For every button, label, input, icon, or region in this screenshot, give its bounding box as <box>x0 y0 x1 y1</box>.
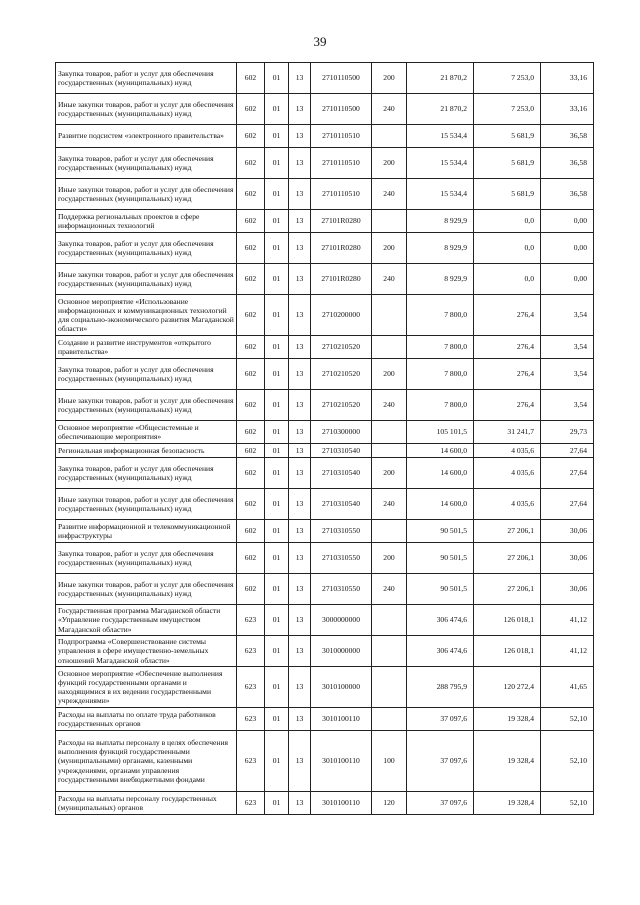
plan-amount-cell: 306 474,6 <box>407 636 474 667</box>
section-code-cell: 01 <box>265 731 289 792</box>
plan-amount-cell: 14 600,0 <box>407 444 474 458</box>
actual-amount-cell: 19 328,4 <box>474 792 541 815</box>
expense-type-code-cell <box>372 421 407 444</box>
execution-percent-cell: 3,54 <box>541 390 594 421</box>
admin-code-cell: 623 <box>237 731 265 792</box>
actual-amount-cell: 27 206,1 <box>474 574 541 605</box>
target-article-code-cell: 2710210520 <box>311 336 372 359</box>
execution-percent-cell: 52,10 <box>541 731 594 792</box>
execution-percent-cell: 27,64 <box>541 489 594 520</box>
section-code-cell: 01 <box>265 336 289 359</box>
expense-type-code-cell <box>372 295 407 336</box>
section-code-cell: 01 <box>265 63 289 94</box>
target-article-code-cell: 2710110500 <box>311 94 372 125</box>
table-row <box>56 792 594 815</box>
budget-table <box>55 62 594 815</box>
expense-name-cell: Иные закупки товаров, работ и услуг для обеспечения государственных (муниципальных) нужд <box>56 94 237 125</box>
subsection-code-cell: 13 <box>289 94 311 125</box>
admin-code-cell: 623 <box>237 636 265 667</box>
subsection-code-cell: 13 <box>289 636 311 667</box>
actual-amount-cell: 5 681,9 <box>474 125 541 148</box>
section-code-cell: 01 <box>265 605 289 636</box>
section-code-cell: 01 <box>265 520 289 543</box>
admin-code-cell: 602 <box>237 264 265 295</box>
expense-type-code-cell: 240 <box>372 574 407 605</box>
admin-code-cell: 602 <box>237 179 265 210</box>
plan-amount-cell: 90 501,5 <box>407 574 474 605</box>
expense-type-code-cell: 240 <box>372 264 407 295</box>
actual-amount-cell: 126 018,1 <box>474 636 541 667</box>
section-code-cell: 01 <box>265 125 289 148</box>
admin-code-cell: 623 <box>237 605 265 636</box>
section-code-cell: 01 <box>265 636 289 667</box>
actual-amount-cell: 0,0 <box>474 264 541 295</box>
subsection-code-cell: 13 <box>289 444 311 458</box>
actual-amount-cell: 4 035,6 <box>474 458 541 489</box>
plan-amount-cell: 288 795,9 <box>407 667 474 708</box>
table-row <box>56 94 594 125</box>
expense-name-cell: Иные закупки товаров, работ и услуг для обеспечения государственных (муниципальных) нужд <box>56 390 237 421</box>
plan-amount-cell: 15 534,4 <box>407 148 474 179</box>
subsection-code-cell: 13 <box>289 148 311 179</box>
plan-amount-cell: 15 534,4 <box>407 179 474 210</box>
execution-percent-cell: 0,00 <box>541 210 594 233</box>
execution-percent-cell: 36,58 <box>541 148 594 179</box>
target-article-code-cell: 2710110500 <box>311 63 372 94</box>
plan-amount-cell: 37 097,6 <box>407 731 474 792</box>
execution-percent-cell: 36,58 <box>541 179 594 210</box>
execution-percent-cell: 0,00 <box>541 233 594 264</box>
target-article-code-cell: 2710310550 <box>311 574 372 605</box>
expense-type-code-cell: 200 <box>372 148 407 179</box>
admin-code-cell: 602 <box>237 574 265 605</box>
expense-type-code-cell: 100 <box>372 731 407 792</box>
admin-code-cell: 602 <box>237 148 265 179</box>
expense-type-code-cell: 240 <box>372 179 407 210</box>
admin-code-cell: 602 <box>237 458 265 489</box>
table-row <box>56 489 594 520</box>
actual-amount-cell: 276,4 <box>474 359 541 390</box>
plan-amount-cell: 37 097,6 <box>407 708 474 731</box>
table-row <box>56 444 594 458</box>
plan-amount-cell: 8 929,9 <box>407 264 474 295</box>
expense-type-code-cell: 240 <box>372 390 407 421</box>
table-row <box>56 148 594 179</box>
subsection-code-cell: 13 <box>289 390 311 421</box>
section-code-cell: 01 <box>265 543 289 574</box>
actual-amount-cell: 5 681,9 <box>474 179 541 210</box>
table-row <box>56 264 594 295</box>
expense-name-cell: Иные закупки товаров, работ и услуг для обеспечения государственных (муниципальных) нужд <box>56 489 237 520</box>
section-code-cell: 01 <box>265 667 289 708</box>
expense-type-code-cell <box>372 520 407 543</box>
execution-percent-cell: 27,64 <box>541 444 594 458</box>
expense-name-cell: Расходы на выплаты персоналу в целях обеспечения выполнения функций государственными (муниципальными) органами, казенными учреждениями, органами управления государственными внебюджетными фондами <box>56 731 237 792</box>
subsection-code-cell: 13 <box>289 489 311 520</box>
table-row <box>56 63 594 94</box>
table-row <box>56 336 594 359</box>
table-row <box>56 359 594 390</box>
admin-code-cell: 602 <box>237 359 265 390</box>
execution-percent-cell: 41,12 <box>541 636 594 667</box>
actual-amount-cell: 120 272,4 <box>474 667 541 708</box>
expense-name-cell: Закупка товаров, работ и услуг для обеспечения государственных (муниципальных) нужд <box>56 233 237 264</box>
plan-amount-cell: 7 800,0 <box>407 390 474 421</box>
target-article-code-cell: 27101R0280 <box>311 210 372 233</box>
target-article-code-cell: 2710110510 <box>311 148 372 179</box>
table-row <box>56 295 594 336</box>
subsection-code-cell: 13 <box>289 708 311 731</box>
section-code-cell: 01 <box>265 444 289 458</box>
subsection-code-cell: 13 <box>289 264 311 295</box>
expense-name-cell: Развитие подсистем «электронного правительства» <box>56 125 237 148</box>
section-code-cell: 01 <box>265 421 289 444</box>
expense-type-code-cell <box>372 210 407 233</box>
table-row <box>56 543 594 574</box>
target-article-code-cell: 2710110510 <box>311 179 372 210</box>
expense-name-cell: Иные закупки товаров, работ и услуг для обеспечения государственных (муниципальных) нужд <box>56 574 237 605</box>
section-code-cell: 01 <box>265 295 289 336</box>
expense-type-code-cell: 240 <box>372 489 407 520</box>
plan-amount-cell: 21 870,2 <box>407 63 474 94</box>
target-article-code-cell: 2710310540 <box>311 489 372 520</box>
actual-amount-cell: 7 253,0 <box>474 63 541 94</box>
expense-name-cell: Закупка товаров, работ и услуг для обеспечения государственных (муниципальных) нужд <box>56 359 237 390</box>
admin-code-cell: 602 <box>237 233 265 264</box>
section-code-cell: 01 <box>265 792 289 815</box>
expense-type-code-cell <box>372 444 407 458</box>
table-row <box>56 458 594 489</box>
subsection-code-cell: 13 <box>289 210 311 233</box>
section-code-cell: 01 <box>265 390 289 421</box>
subsection-code-cell: 13 <box>289 295 311 336</box>
expense-type-code-cell <box>372 336 407 359</box>
expense-type-code-cell <box>372 605 407 636</box>
plan-amount-cell: 7 800,0 <box>407 336 474 359</box>
actual-amount-cell: 4 035,6 <box>474 489 541 520</box>
actual-amount-cell: 31 241,7 <box>474 421 541 444</box>
expense-name-cell: Основное мероприятие «Общесистемные и обеспечивающие мероприятия» <box>56 421 237 444</box>
plan-amount-cell: 105 101,5 <box>407 421 474 444</box>
admin-code-cell: 602 <box>237 63 265 94</box>
subsection-code-cell: 13 <box>289 605 311 636</box>
actual-amount-cell: 276,4 <box>474 295 541 336</box>
section-code-cell: 01 <box>265 574 289 605</box>
actual-amount-cell: 5 681,9 <box>474 148 541 179</box>
expense-name-cell: Государственная программа Магаданской области «Управление государственным имуществом Магаданской области» <box>56 605 237 636</box>
expense-name-cell: Закупка товаров, работ и услуг для обеспечения государственных (муниципальных) нужд <box>56 148 237 179</box>
target-article-code-cell: 2710300000 <box>311 421 372 444</box>
actual-amount-cell: 19 328,4 <box>474 731 541 792</box>
section-code-cell: 01 <box>265 210 289 233</box>
table-row <box>56 731 594 792</box>
actual-amount-cell: 0,0 <box>474 233 541 264</box>
execution-percent-cell: 3,54 <box>541 295 594 336</box>
admin-code-cell: 623 <box>237 792 265 815</box>
actual-amount-cell: 0,0 <box>474 210 541 233</box>
actual-amount-cell: 4 035,6 <box>474 444 541 458</box>
execution-percent-cell: 33,16 <box>541 63 594 94</box>
execution-percent-cell: 41,65 <box>541 667 594 708</box>
execution-percent-cell: 27,64 <box>541 458 594 489</box>
admin-code-cell: 602 <box>237 444 265 458</box>
plan-amount-cell: 8 929,9 <box>407 233 474 264</box>
target-article-code-cell: 3010100000 <box>311 667 372 708</box>
execution-percent-cell: 36,58 <box>541 125 594 148</box>
execution-percent-cell: 0,00 <box>541 264 594 295</box>
actual-amount-cell: 19 328,4 <box>474 708 541 731</box>
execution-percent-cell: 30,06 <box>541 543 594 574</box>
expense-name-cell: Иные закупки товаров, работ и услуг для обеспечения государственных (муниципальных) нужд <box>56 264 237 295</box>
table-row <box>56 125 594 148</box>
table-row <box>56 667 594 708</box>
table-row <box>56 233 594 264</box>
subsection-code-cell: 13 <box>289 233 311 264</box>
actual-amount-cell: 276,4 <box>474 336 541 359</box>
subsection-code-cell: 13 <box>289 520 311 543</box>
page-number: 39 <box>313 34 327 49</box>
expense-name-cell: Закупка товаров, работ и услуг для обеспечения государственных (муниципальных) нужд <box>56 63 237 94</box>
target-article-code-cell: 2710310540 <box>311 444 372 458</box>
table-row <box>56 574 594 605</box>
admin-code-cell: 602 <box>237 295 265 336</box>
target-article-code-cell: 2710310550 <box>311 520 372 543</box>
target-article-code-cell: 3010100110 <box>311 708 372 731</box>
subsection-code-cell: 13 <box>289 543 311 574</box>
admin-code-cell: 602 <box>237 489 265 520</box>
execution-percent-cell: 33,16 <box>541 94 594 125</box>
expense-type-code-cell <box>372 708 407 731</box>
execution-percent-cell: 3,54 <box>541 336 594 359</box>
expense-name-cell: Создание и развитие инструментов «открытого правительства» <box>56 336 237 359</box>
execution-percent-cell: 3,54 <box>541 359 594 390</box>
target-article-code-cell: 27101R0280 <box>311 233 372 264</box>
target-article-code-cell: 2710200000 <box>311 295 372 336</box>
expense-name-cell: Подпрограмма «Совершенствование системы управления в сфере имущественно-земельных отношений Магаданской области» <box>56 636 237 667</box>
expense-type-code-cell: 200 <box>372 233 407 264</box>
table-row <box>56 520 594 543</box>
admin-code-cell: 602 <box>237 336 265 359</box>
expense-type-code-cell <box>372 667 407 708</box>
actual-amount-cell: 27 206,1 <box>474 543 541 574</box>
table-row <box>56 210 594 233</box>
table-row <box>56 179 594 210</box>
table-row <box>56 605 594 636</box>
actual-amount-cell: 276,4 <box>474 390 541 421</box>
section-code-cell: 01 <box>265 148 289 179</box>
expense-type-code-cell: 200 <box>372 359 407 390</box>
plan-amount-cell: 37 097,6 <box>407 792 474 815</box>
expense-type-code-cell <box>372 636 407 667</box>
table-row <box>56 708 594 731</box>
target-article-code-cell: 2710110510 <box>311 125 372 148</box>
admin-code-cell: 602 <box>237 390 265 421</box>
execution-percent-cell: 41,12 <box>541 605 594 636</box>
expense-name-cell: Закупка товаров, работ и услуг для обеспечения государственных (муниципальных) нужд <box>56 543 237 574</box>
section-code-cell: 01 <box>265 359 289 390</box>
expense-type-code-cell: 240 <box>372 94 407 125</box>
expense-name-cell: Основное мероприятие «Обеспечение выполнения функций государственными органами и находящимися в их ведении государственными учреждениями» <box>56 667 237 708</box>
expense-name-cell: Расходы на выплаты персоналу государственных (муниципальных) органов <box>56 792 237 815</box>
admin-code-cell: 623 <box>237 708 265 731</box>
plan-amount-cell: 14 600,0 <box>407 458 474 489</box>
subsection-code-cell: 13 <box>289 179 311 210</box>
section-code-cell: 01 <box>265 489 289 520</box>
plan-amount-cell: 90 501,5 <box>407 543 474 574</box>
target-article-code-cell: 2710310550 <box>311 543 372 574</box>
section-code-cell: 01 <box>265 233 289 264</box>
table-row <box>56 421 594 444</box>
subsection-code-cell: 13 <box>289 336 311 359</box>
expense-name-cell: Поддержка региональных проектов в сфере информационных технологий <box>56 210 237 233</box>
target-article-code-cell: 3010100110 <box>311 792 372 815</box>
target-article-code-cell: 3010000000 <box>311 636 372 667</box>
plan-amount-cell: 14 600,0 <box>407 489 474 520</box>
expense-name-cell: Расходы на выплаты по оплате труда работников государственных органов <box>56 708 237 731</box>
admin-code-cell: 602 <box>237 94 265 125</box>
plan-amount-cell: 7 800,0 <box>407 295 474 336</box>
expense-type-code-cell: 120 <box>372 792 407 815</box>
admin-code-cell: 602 <box>237 520 265 543</box>
execution-percent-cell: 52,10 <box>541 792 594 815</box>
target-article-code-cell: 3010100110 <box>311 731 372 792</box>
target-article-code-cell: 2710210520 <box>311 359 372 390</box>
subsection-code-cell: 13 <box>289 792 311 815</box>
expense-type-code-cell: 200 <box>372 543 407 574</box>
subsection-code-cell: 13 <box>289 731 311 792</box>
admin-code-cell: 602 <box>237 210 265 233</box>
section-code-cell: 01 <box>265 264 289 295</box>
subsection-code-cell: 13 <box>289 63 311 94</box>
execution-percent-cell: 29,73 <box>541 421 594 444</box>
section-code-cell: 01 <box>265 458 289 489</box>
target-article-code-cell: 2710210520 <box>311 390 372 421</box>
plan-amount-cell: 306 474,6 <box>407 605 474 636</box>
target-article-code-cell: 27101R0280 <box>311 264 372 295</box>
execution-percent-cell: 30,06 <box>541 520 594 543</box>
subsection-code-cell: 13 <box>289 667 311 708</box>
execution-percent-cell: 30,06 <box>541 574 594 605</box>
admin-code-cell: 602 <box>237 421 265 444</box>
execution-percent-cell: 52,10 <box>541 708 594 731</box>
subsection-code-cell: 13 <box>289 574 311 605</box>
admin-code-cell: 623 <box>237 667 265 708</box>
actual-amount-cell: 7 253,0 <box>474 94 541 125</box>
expense-type-code-cell <box>372 125 407 148</box>
plan-amount-cell: 21 870,2 <box>407 94 474 125</box>
expense-name-cell: Основное мероприятие «Использование информационных и коммуникационных технологий для социально-экономического развития Магаданской области» <box>56 295 237 336</box>
table-row <box>56 390 594 421</box>
admin-code-cell: 602 <box>237 125 265 148</box>
actual-amount-cell: 27 206,1 <box>474 520 541 543</box>
admin-code-cell: 602 <box>237 543 265 574</box>
table-row <box>56 636 594 667</box>
expense-name-cell: Закупка товаров, работ и услуг для обеспечения государственных (муниципальных) нужд <box>56 458 237 489</box>
target-article-code-cell: 3000000000 <box>311 605 372 636</box>
section-code-cell: 01 <box>265 179 289 210</box>
expense-name-cell: Региональная информационная безопасность <box>56 444 237 458</box>
section-code-cell: 01 <box>265 708 289 731</box>
subsection-code-cell: 13 <box>289 458 311 489</box>
plan-amount-cell: 15 534,4 <box>407 125 474 148</box>
expense-type-code-cell: 200 <box>372 458 407 489</box>
subsection-code-cell: 13 <box>289 359 311 390</box>
expense-name-cell: Иные закупки товаров, работ и услуг для обеспечения государственных (муниципальных) нужд <box>56 179 237 210</box>
subsection-code-cell: 13 <box>289 125 311 148</box>
subsection-code-cell: 13 <box>289 421 311 444</box>
target-article-code-cell: 2710310540 <box>311 458 372 489</box>
actual-amount-cell: 126 018,1 <box>474 605 541 636</box>
expense-name-cell: Развитие информационной и телекоммуникационной инфраструктуры <box>56 520 237 543</box>
section-code-cell: 01 <box>265 94 289 125</box>
plan-amount-cell: 90 501,5 <box>407 520 474 543</box>
plan-amount-cell: 7 800,0 <box>407 359 474 390</box>
plan-amount-cell: 8 929,9 <box>407 210 474 233</box>
expense-type-code-cell: 200 <box>372 63 407 94</box>
